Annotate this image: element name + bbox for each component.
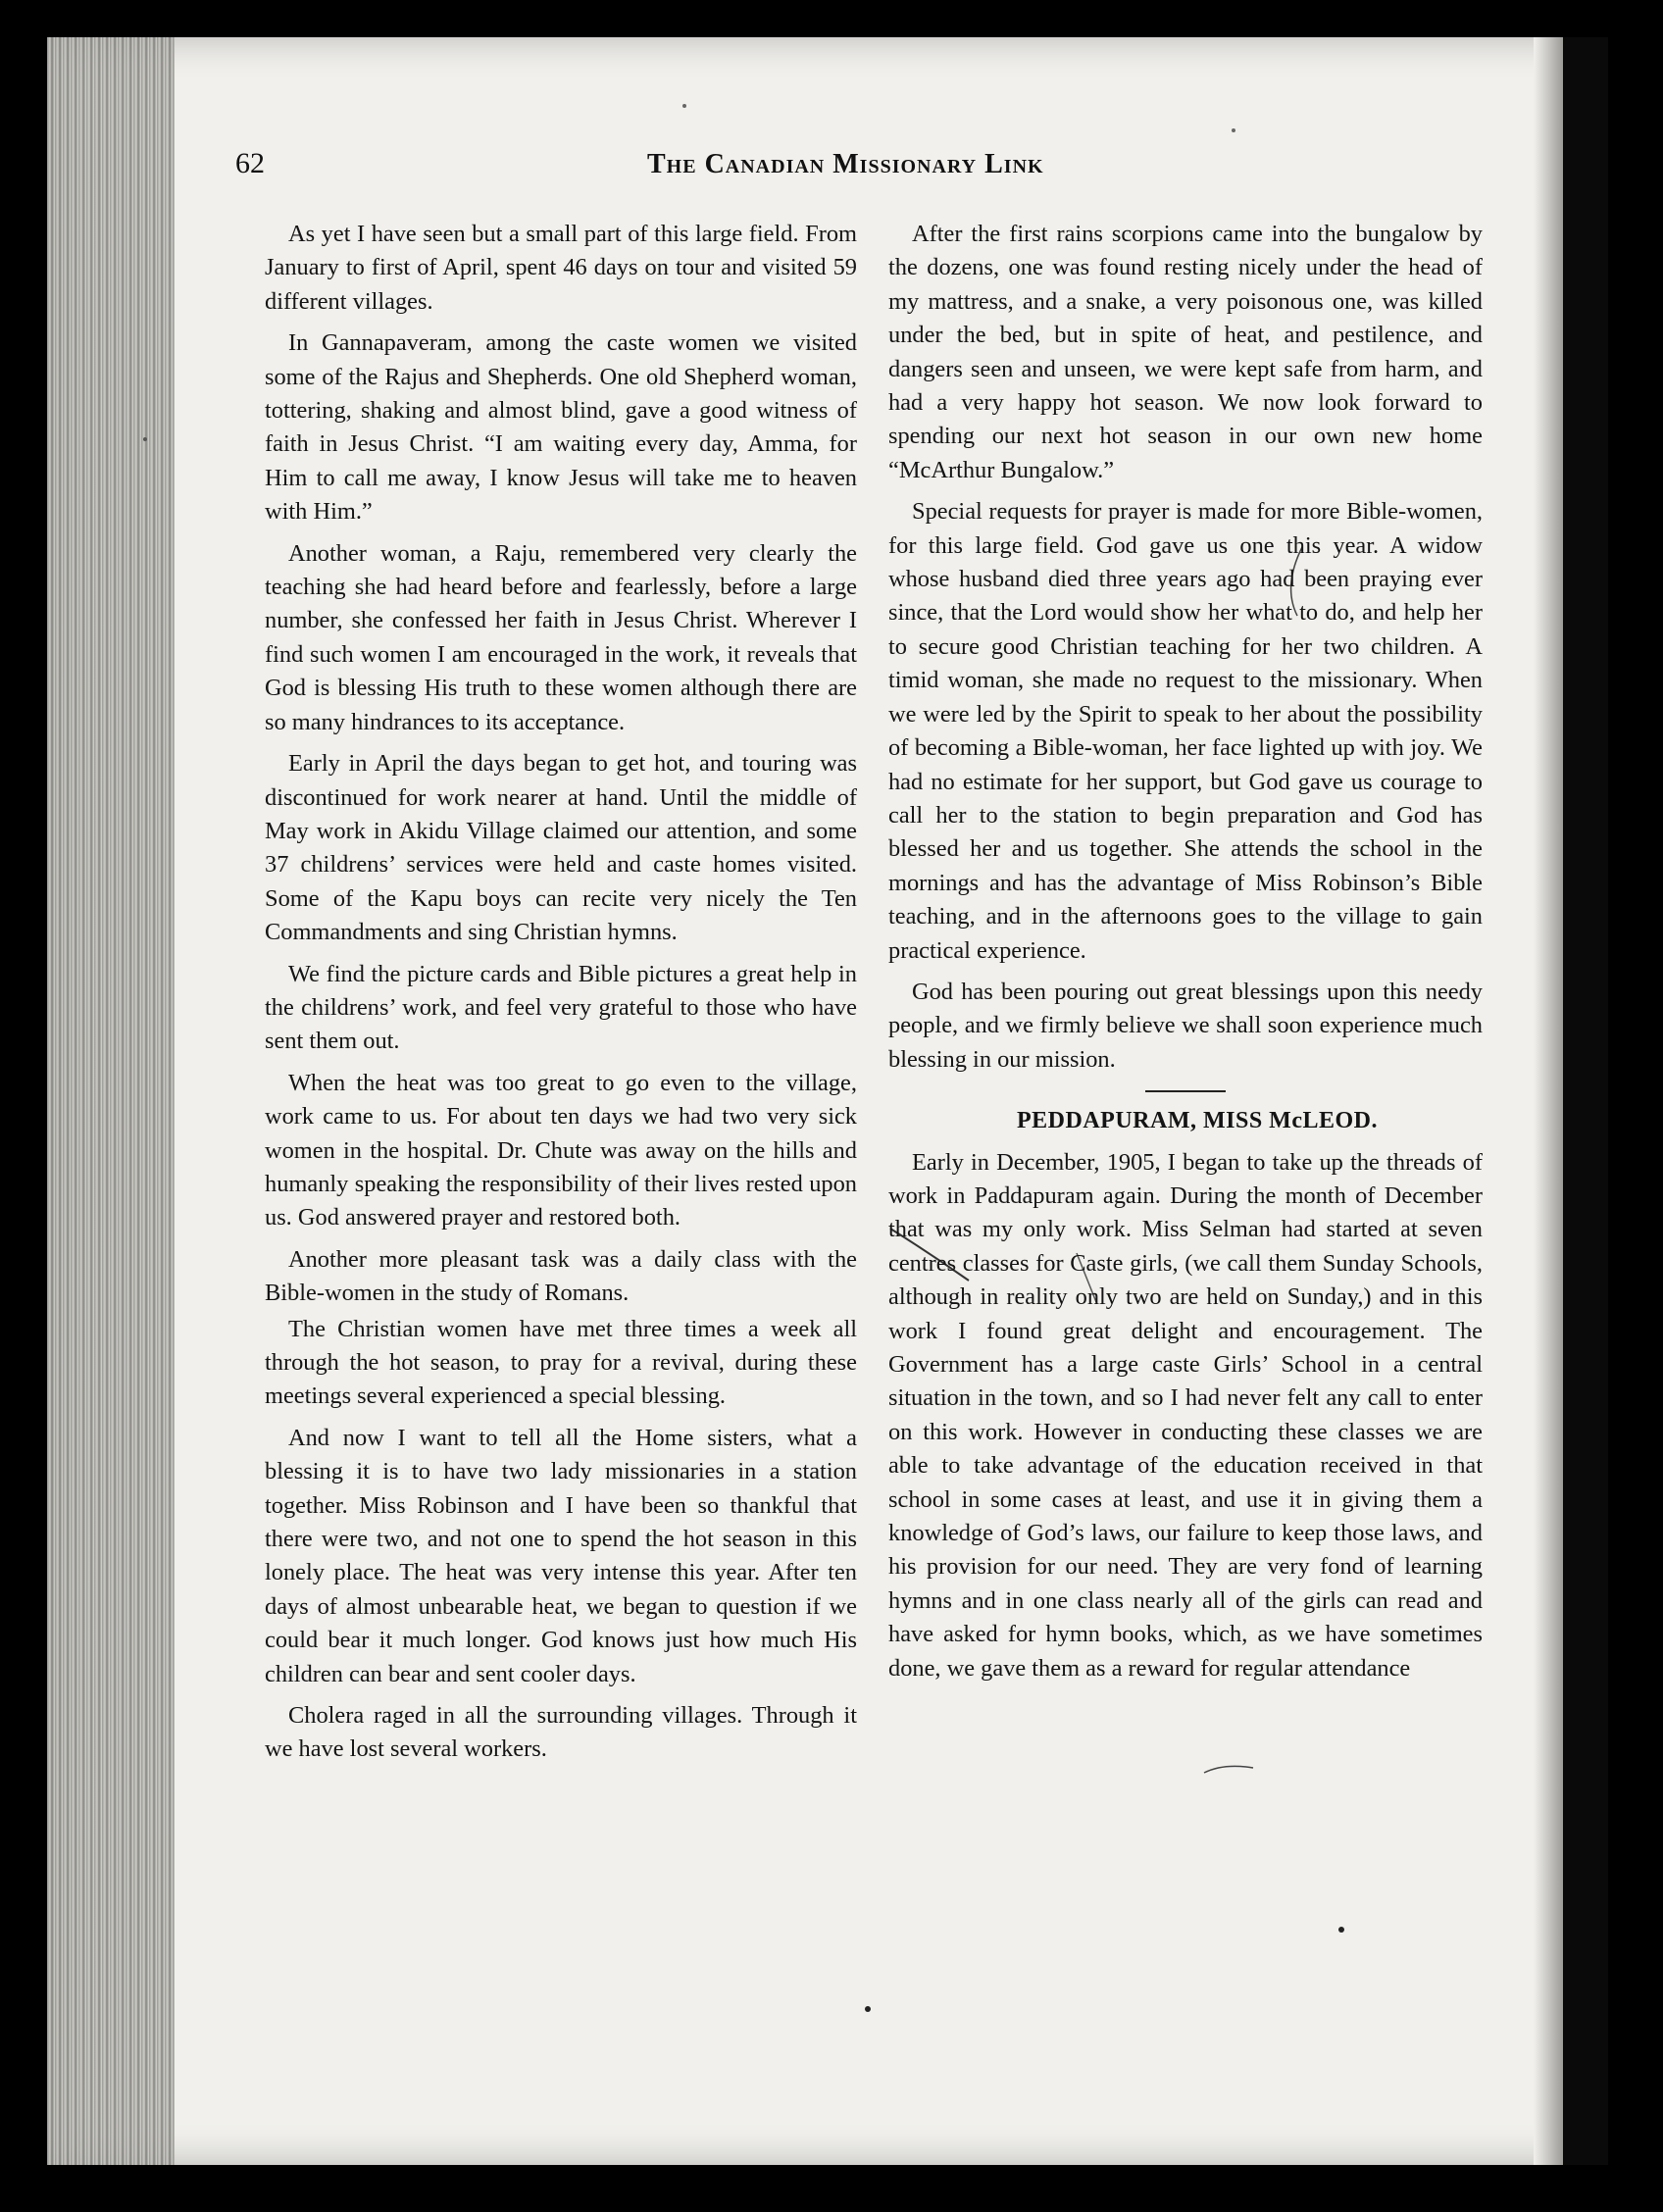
paragraph: Special requests for prayer is made for more Bible-women, for this large field. God gave us one this year. A widow whose husband died three years ago had been praying ever since, that the Lord would show her what to do, and help her to secure good Christian teaching for her two children. A timid woman, she made no request to the missionary. When we were led by the Spirit to speak to her about the possibility of becoming a Bible-woman, her face lighted up with joy. We had no estimate for her support, but God gave us courage to call her to the station to begin preparation and God has blessed her and us together. She attends the school in the mornings and has the advantage of Miss Robinson’s Bible teaching, and in the afternoons goes to the village to gain practical experience. [888,498,1483,964]
section-divider [1145,1090,1226,1092]
book-spine-shadow [1563,37,1608,2165]
paragraph: After the first rains scorpions came into the bungalow by the dozens, one was found resting nicely under the head of my mattress, and a snake, a very poisonous one, was killed under the bed, but in spite of heat, and pestilence, and dangers seen and unseen, we were kept safe from harm, and had a very happy hot season. We now look forward to spending our next hot season in our own new home “McArthur Bungalow.” [888,221,1483,483]
paragraph: Cholera raged in all the surrounding villages. Through it we have lost several workers. [265,1702,857,1763]
paragraph: In Gannapaveram, among the caste women we visited some of the Rajus and Shepherds. One old Shepherd woman, tottering, shaking and almost blind, gave a good witness of faith in Jesus Christ. “I am waiting every day, Amma, for Him to call me away, I know Jesus will take me to heaven with Him.” [265,329,857,526]
paragraph: And now I want to tell all the Home sisters, what a blessing it is to have two lady missionaries in a station together. Miss Robinson and I have been so thankful that there were two, and not one to spend the hot season in this lonely place. The heat was very intense this year. After ten days of almost unbearable heat, we began to question if we could bear it much longer. God knows just how much His children can bear and sent cooler days. [265,1424,857,1687]
page-header [235,147,1569,186]
paragraph: Another woman, a Raju, remembered very clearly the teaching she had heard before and fearlessly, before a large number, she confessed her faith in Jesus Christ. Wherever I find such women I am encouraged in the work, it reveals that God is blessing His truth to these women although there are so many hindrances to its acceptance. [265,539,857,735]
paragraph: When the heat was too great to go even to the village, work came to us. For about ten days we had two very sick women in the hospital. Dr. Chute was away on the hills and humanly speaking the responsibility of their lives rested upon us. God answered prayer and restored both. [265,1069,857,1232]
page-number: 62 [235,147,265,179]
left-column [265,218,857,1775]
paragraph: We find the picture cards and Bible pictures a great help in the childrens’ work, and feel very grateful to those who have sent them out. [265,960,857,1055]
paragraph: Another more pleasant task was a daily class with the Bible-women in the study of Romans. [265,1245,857,1307]
paragraph: Early in April the days began to get hot, and touring was discontinued for work nearer at hand. Until the middle of May work in Akidu Village claimed our attention, and some 37 childrens’ services were held and caste homes visited. Some of the Kapu boys can recite very nicely the Ten Commandments and sing Christian hymns. [265,750,857,946]
right-column [888,218,1483,1693]
running-title: The Canadian Missionary Link [647,149,1044,179]
section-heading: PEDDAPURAM, MISS McLEOD. [1017,1108,1378,1134]
paragraph: Early in December, 1905, I began to take up the threads of work in Paddapuram again. During the month of December that was my only work. Miss Selman had started at seven centres classes for Caste girls, (we call them Sunday Schools, although in reality only two are held on Sunday,) and in this work I found great delight and encouragement. The Government has a large caste Girls’ School in a central situation in the town, and so I had never felt any call to enter on this work. However in conducting these classes we are able to take advantage of the education received in that school in some cases at least, and use it in giving them a knowledge of God’s laws, our failure to keep those laws, and his provision for our need. They are very fond of learning hymns and in one class nearly all of the girls can read and have asked for hymn books, which, as we have sometimes done, we gave them as a reward for regular attendance [888,1148,1483,1682]
paragraph: As yet I have seen but a small part of this large field. From January to first of April, spent 46 days on tour and visited 59 different villages. [265,221,857,315]
book-page-edges [47,37,175,2165]
paragraph: The Christian women have met three times a week all through the hot season, to pray for a revival, during these meetings several experienced a special blessing. [265,1315,857,1410]
binding-gutter-shadow [1534,37,1563,2165]
paragraph: God has been pouring out great blessings upon this needy people, and we firmly believe we shall soon experience much blessing in our mission. [888,978,1483,1073]
